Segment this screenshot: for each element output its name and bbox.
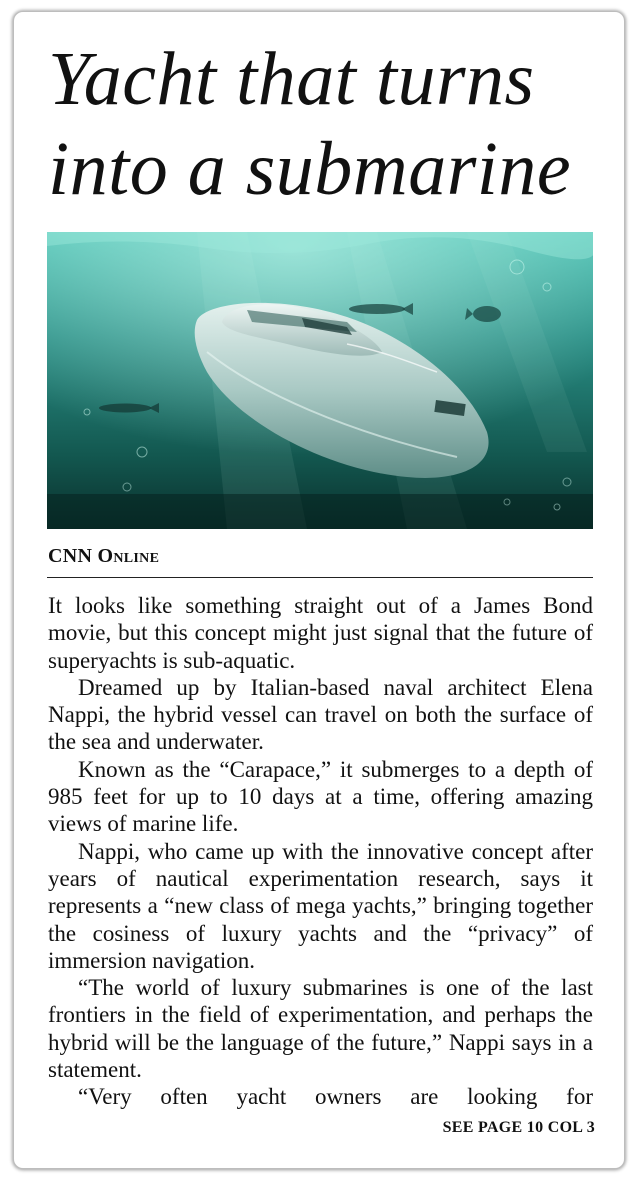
paragraph: “The world of luxury submarines is one of the last frontiers in the field of experimentation, and perhaps the hybrid will be the language of the future,” Nappi says in a statement. — [48, 975, 593, 1083]
article-photo — [47, 232, 593, 529]
headline — [48, 34, 608, 214]
article-body — [48, 592, 593, 1111]
paragraph: It looks like something straight out of a James Bond movie, but this concept might just signal that the future of superyachts is sub-aquatic. — [48, 593, 593, 673]
paragraph: “Very often yacht owners are looking for — [78, 1084, 593, 1110]
paragraph: Nappi, who came up with the innovative concept after years of nautical experimentation research, says it represents a “new class of mega yachts,” bringing together the cosiness of luxury yachts and the “privacy” of immersion navigation. — [48, 838, 593, 973]
paragraph: Known as the “Carapace,” it submerges to a depth of 985 feet for up to 10 days at a time, offering amazing views of marine life. — [48, 756, 593, 837]
paragraph: Dreamed up by Italian-based naval architect Elena Nappi, the hybrid vessel can travel on both the surface of the sea and underwater. — [48, 674, 593, 755]
headline-line-2: into a submarine — [48, 127, 572, 211]
article-source: CNN Online — [48, 545, 160, 567]
headline-line-1: Yacht that turns — [48, 37, 535, 121]
continuation-note: SEE PAGE 10 COL 3 — [442, 1119, 595, 1136]
source-divider — [47, 577, 593, 578]
